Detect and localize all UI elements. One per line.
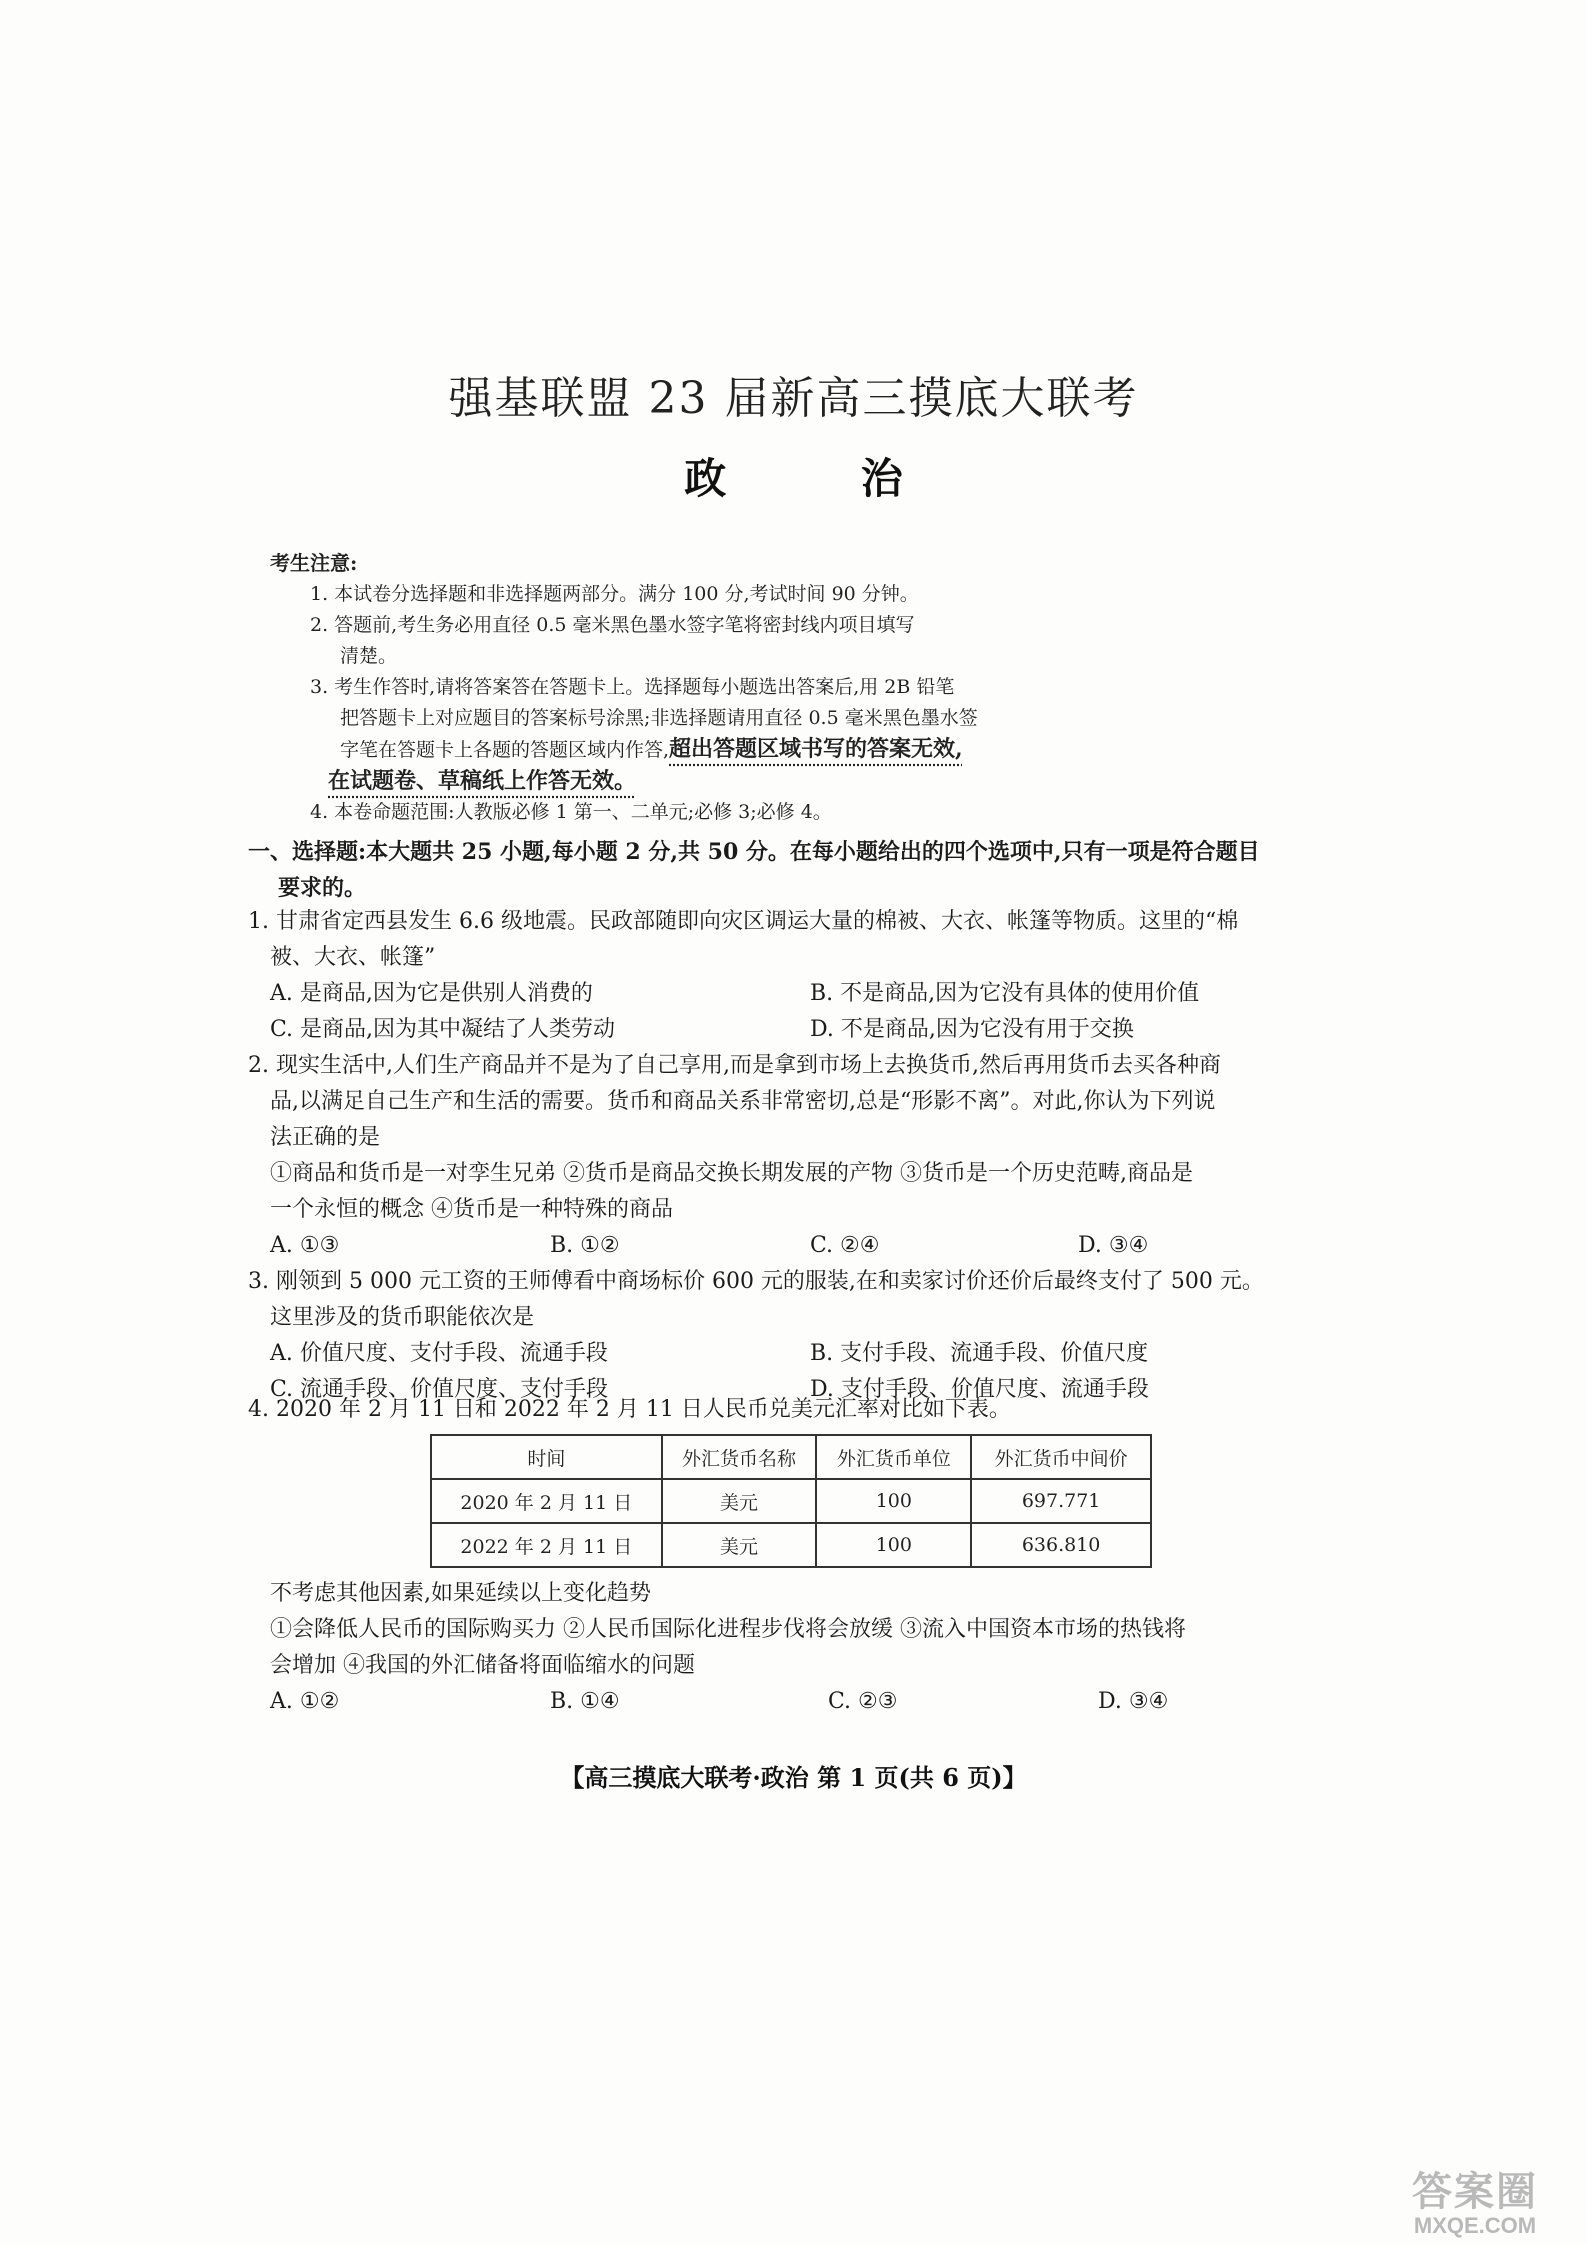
question-1 bbox=[248, 904, 1338, 1048]
option-a[interactable]: A. 是商品,因为它是供别人消费的 bbox=[270, 981, 593, 1006]
option-d[interactable]: D. ③④ bbox=[1078, 1233, 1149, 1258]
question-2-stem-cont-1: 品,以满足自己生产和生活的需要。货币和商品关系非常密切,总是“形影不离”。对此,你认为下列说 bbox=[270, 1089, 1216, 1114]
question-1-options-row-2 bbox=[248, 1012, 1338, 1048]
table-header: 外汇货币单位 bbox=[816, 1435, 971, 1479]
table-cell: 美元 bbox=[662, 1479, 817, 1523]
candidate-notice bbox=[270, 548, 1070, 828]
option-b[interactable]: B. ①④ bbox=[550, 1689, 620, 1714]
table-cell: 美元 bbox=[662, 1523, 817, 1567]
option-a[interactable]: A. ①③ bbox=[270, 1233, 340, 1258]
question-4-stem: 4. 2020 年 2 月 11 日和 2022 年 2 月 11 日人民币兑美元汇率对比如下表。 bbox=[248, 1397, 1011, 1422]
notice-item-2-cont: 清楚。 bbox=[340, 645, 398, 667]
question-4-statements-cont: 会增加 ④我国的外汇储备将面临缩水的问题 bbox=[270, 1653, 695, 1678]
option-d[interactable]: D. 支付手段、价值尺度、流通手段 bbox=[810, 1377, 1149, 1402]
option-c[interactable]: C. ②③ bbox=[828, 1689, 898, 1714]
notice-item-4: 4. 本卷命题范围:人教版必修 1 第一、二单元;必修 3;必修 4。 bbox=[310, 801, 832, 823]
question-4 bbox=[248, 1576, 1338, 1720]
question-2-statements-cont: 一个永恒的概念 ④货币是一种特殊的商品 bbox=[270, 1197, 673, 1222]
table-header: 外汇货币名称 bbox=[662, 1435, 817, 1479]
question-2-stem: 2. 现实生活中,人们生产商品并不是为了自己享用,而是拿到市场上去换货币,然后再用货币去买各种商 bbox=[248, 1053, 1221, 1078]
option-c[interactable]: C. ②④ bbox=[810, 1233, 880, 1258]
question-3-options-row-1 bbox=[248, 1336, 1338, 1372]
watermark-url: MXQE.COM bbox=[1413, 2213, 1537, 2238]
watermark-logo: 答案圈 bbox=[1412, 2170, 1538, 2214]
table-row bbox=[431, 1523, 1151, 1567]
notice-item-3-cont-1: 把答题卡上对应题目的答案标号涂黑;非选择题请用直径 0.5 毫米黑色墨水签 bbox=[340, 707, 978, 729]
table-header-row bbox=[431, 1435, 1151, 1479]
table-cell: 2022 年 2 月 11 日 bbox=[431, 1523, 662, 1567]
question-1-options-row-1 bbox=[248, 976, 1338, 1012]
exam-title: 强基联盟 23 届新高三摸底大联考 bbox=[448, 373, 1139, 424]
option-b[interactable]: B. 支付手段、流通手段、价值尺度 bbox=[810, 1341, 1149, 1366]
question-3-stem-cont: 这里涉及的货币职能依次是 bbox=[270, 1305, 535, 1330]
table-row bbox=[431, 1479, 1151, 1523]
option-b[interactable]: B. ①② bbox=[550, 1233, 620, 1258]
option-a[interactable]: A. 价值尺度、支付手段、流通手段 bbox=[270, 1341, 608, 1366]
notice-item-2: 2. 答题前,考生务必用直径 0.5 毫米黑色墨水签字笔将密封线内项目填写 bbox=[310, 614, 915, 636]
option-d[interactable]: D. ③④ bbox=[1098, 1689, 1169, 1714]
option-c[interactable]: C. 流通手段、价值尺度、支付手段 bbox=[270, 1377, 609, 1402]
table-header: 时间 bbox=[431, 1435, 662, 1479]
question-3-stem: 3. 刚领到 5 000 元工资的王师傅看中商场标价 600 元的服装,在和卖家讨价还价后最终支付了 500 元。 bbox=[248, 1269, 1264, 1294]
notice-item-3: 3. 考生作答时,请将答案答在答题卡上。选择题每小题选出答案后,用 2B 铅笔 bbox=[310, 676, 955, 698]
option-a[interactable]: A. ①② bbox=[270, 1689, 340, 1714]
section-1-heading-cont: 要求的。 bbox=[278, 875, 367, 901]
question-4-stem-block bbox=[248, 1392, 1338, 1428]
exchange-rate-table bbox=[430, 1434, 1152, 1568]
table-cell: 636.810 bbox=[971, 1523, 1151, 1567]
question-4-condition: 不考虑其他因素,如果延续以上变化趋势 bbox=[270, 1581, 651, 1606]
notice-item-3-cont-2 bbox=[270, 734, 1070, 766]
notice-item-3-emphasis: 超出答题区域书写的答案无效, bbox=[669, 736, 963, 762]
question-2-options bbox=[248, 1228, 1338, 1264]
section-1-heading: 一、选择题:本大题共 25 小题,每小题 2 分,共 50 分。在每小题给出的四个选项中,只有一项是符合题目 bbox=[248, 839, 1260, 865]
option-b[interactable]: B. 不是商品,因为它没有具体的使用价值 bbox=[810, 981, 1200, 1006]
notice-heading: 考生注意: bbox=[270, 551, 358, 575]
table-cell: 100 bbox=[816, 1523, 971, 1567]
question-4-statements: ①会降低人民币的国际购买力 ②人民币国际化进程步伐将会放缓 ③流入中国资本市场的热钱将 bbox=[270, 1617, 1186, 1642]
option-d[interactable]: D. 不是商品,因为它没有用于交换 bbox=[810, 1017, 1134, 1042]
question-1-stem-cont: 被、大衣、帐篷” bbox=[270, 945, 436, 970]
notice-item-1: 1. 本试卷分选择题和非选择题两部分。满分 100 分,考试时间 90 分钟。 bbox=[310, 583, 919, 605]
notice-item-3-text: 字笔在答题卡上各题的答题区域内作答, bbox=[340, 739, 670, 761]
notice-item-3-emphasis-2: 在试题卷、草稿纸上作答无效。 bbox=[328, 768, 637, 794]
question-3 bbox=[248, 1264, 1338, 1408]
table-cell: 2020 年 2 月 11 日 bbox=[431, 1479, 662, 1523]
page-footer: 【高三摸底大联考·政治 第 1 页(共 6 页)】 bbox=[560, 1763, 1027, 1792]
table-cell: 100 bbox=[816, 1479, 971, 1523]
question-4-options bbox=[248, 1684, 1338, 1720]
question-2-statements: ①商品和货币是一对孪生兄弟 ②货币是商品交换长期发展的产物 ③货币是一个历史范畴,商品是 bbox=[270, 1161, 1193, 1186]
option-c[interactable]: C. 是商品,因为其中凝结了人类劳动 bbox=[270, 1017, 616, 1042]
table-cell: 697.771 bbox=[971, 1479, 1151, 1523]
exam-subject: 政 治 bbox=[684, 454, 963, 503]
question-2 bbox=[248, 1048, 1338, 1264]
table-header: 外汇货币中间价 bbox=[971, 1435, 1151, 1479]
question-1-stem: 1. 甘肃省定西县发生 6.6 级地震。民政部随即向灾区调运大量的棉被、大衣、帐篷等物质。这里的“棉 bbox=[248, 909, 1239, 934]
section-1 bbox=[248, 834, 1338, 906]
site-watermark bbox=[1380, 2160, 1570, 2239]
question-2-stem-cont-2: 法正确的是 bbox=[270, 1125, 381, 1150]
